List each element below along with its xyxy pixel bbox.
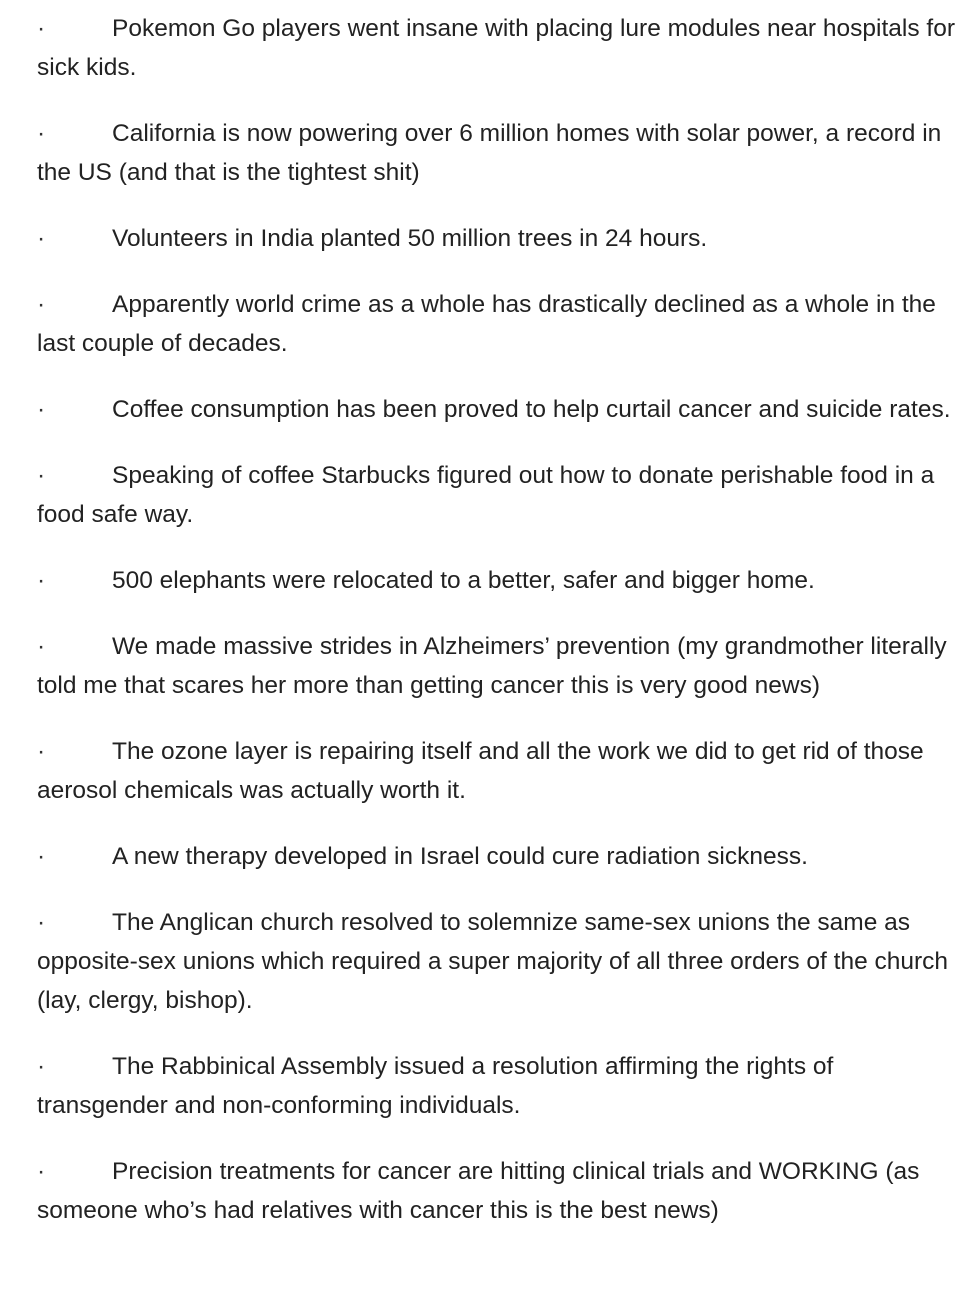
bullet-icon: · [37, 291, 46, 318]
list-item-text: Apparently world crime as a whole has drastically declined as a whole in the last couple of decades. [37, 291, 936, 357]
list-item-text: We made massive strides in Alzheimers’ prevention (my grandmother literally told me that scares her more than getting cancer this is very good news) [37, 633, 947, 699]
list-item-text: 500 elephants were relocated to a better, safer and bigger home. [112, 567, 815, 594]
list-item [37, 903, 957, 1020]
bullet-icon: · [37, 843, 46, 870]
list-item [37, 837, 957, 876]
list-item-text: The Rabbinical Assembly issued a resolution affirming the rights of transgender and non-conforming individuals. [37, 1053, 834, 1119]
bullet-icon: · [37, 909, 46, 936]
good-news-list [37, 9, 957, 1257]
list-item [37, 114, 957, 192]
bullet-icon: · [37, 225, 46, 252]
list-item-text: The Anglican church resolved to solemnize same-sex unions the same as opposite-sex unions which required a super majority of all three orders of the church (lay, clergy, bishop). [37, 909, 949, 1014]
list-item-text: Precision treatments for cancer are hitting clinical trials and WORKING (as someone who’s had relatives with cancer this is the best news) [37, 1158, 920, 1224]
list-item-text: Volunteers in India planted 50 million trees in 24 hours. [112, 225, 708, 252]
list-item-text: Coffee consumption has been proved to help curtail cancer and suicide rates. [112, 396, 951, 423]
list-item [37, 1047, 957, 1125]
list-item [37, 285, 957, 363]
bullet-icon: · [37, 120, 46, 147]
list-item [37, 561, 957, 600]
bullet-icon: · [37, 567, 46, 594]
bullet-icon: · [37, 15, 46, 42]
bullet-icon: · [37, 1053, 46, 1080]
list-item-text: The ozone layer is repairing itself and all the work we did to get rid of those aerosol chemicals was actually worth it. [37, 738, 924, 804]
bullet-icon: · [37, 462, 46, 489]
bullet-icon: · [37, 1158, 46, 1185]
bullet-icon: · [37, 633, 46, 660]
list-item [37, 390, 957, 429]
list-item-text: Pokemon Go players went insane with placing lure modules near hospitals for sick kids. [37, 15, 955, 81]
list-item [37, 9, 957, 87]
list-item [37, 456, 957, 534]
list-item [37, 1152, 957, 1230]
list-item-text: Speaking of coffee Starbucks figured out how to donate perishable food in a food safe way. [37, 462, 935, 528]
list-item [37, 219, 957, 258]
bullet-icon: · [37, 738, 46, 765]
list-item-text: A new therapy developed in Israel could cure radiation sickness. [112, 843, 808, 870]
list-item-text: California is now powering over 6 million homes with solar power, a record in the US (and that is the tightest shit) [37, 120, 942, 186]
bullet-icon: · [37, 396, 46, 423]
list-item [37, 627, 957, 705]
list-item [37, 732, 957, 810]
